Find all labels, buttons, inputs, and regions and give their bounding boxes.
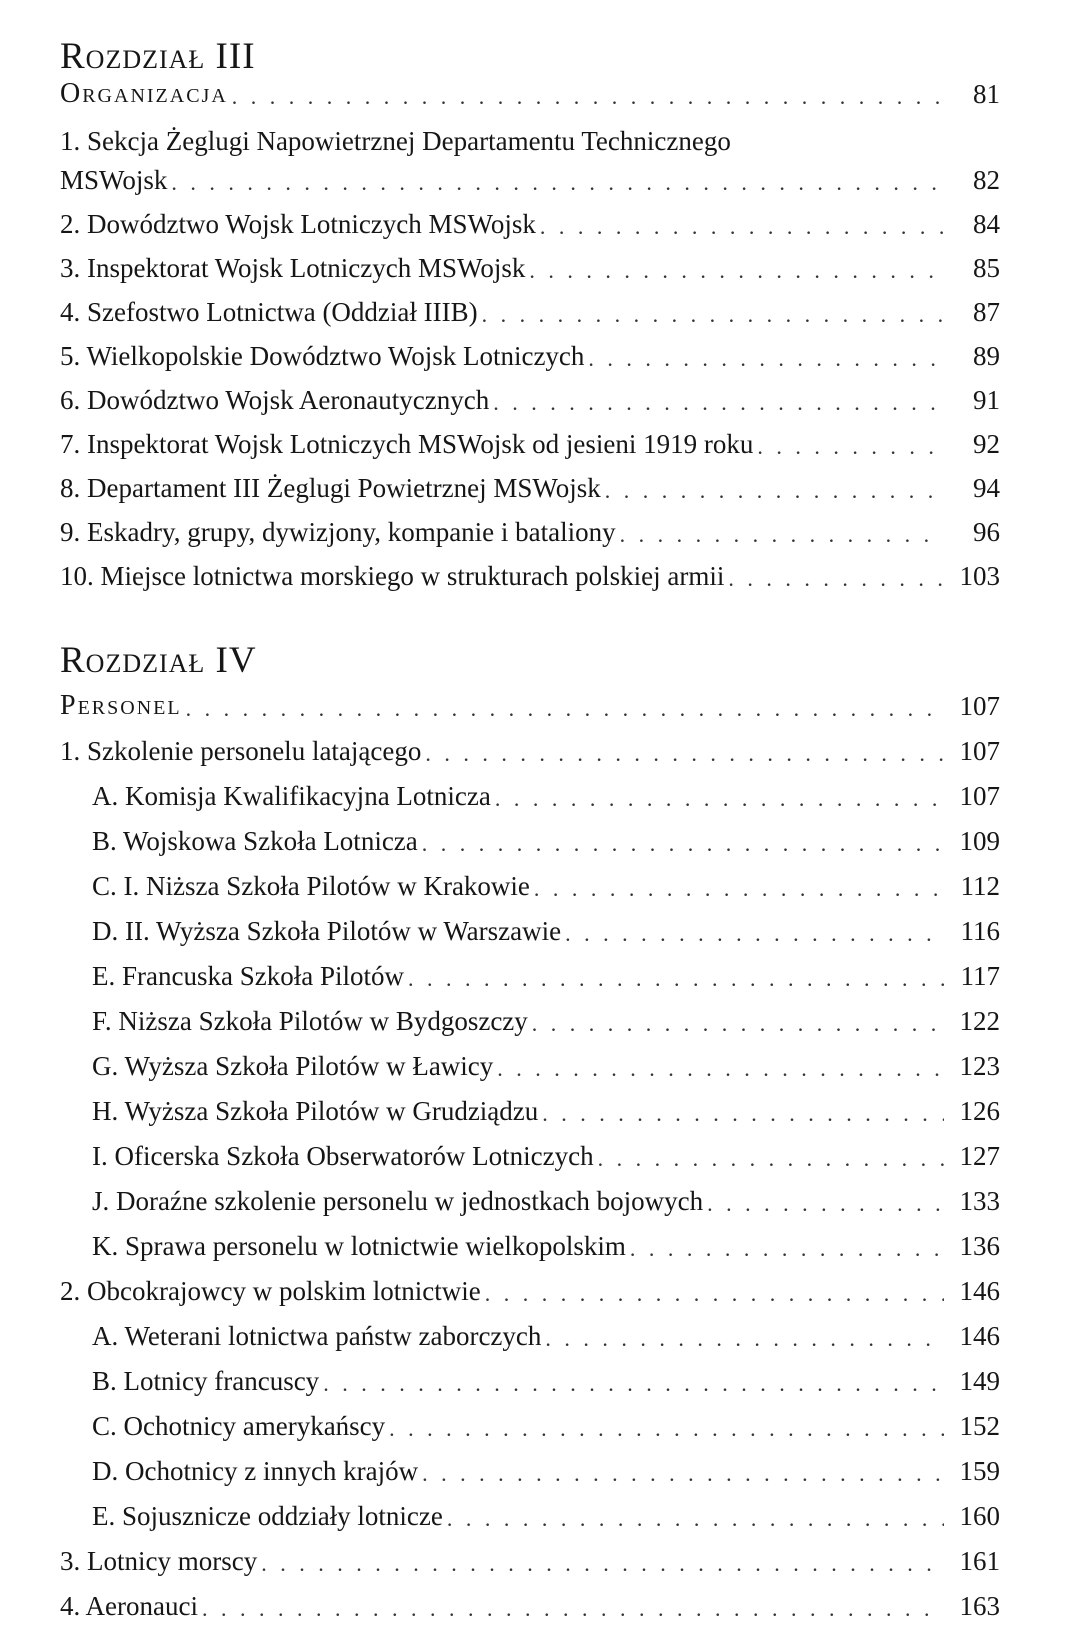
toc-entry: [92, 956, 1000, 990]
toc-entry: [92, 1136, 1000, 1170]
toc-entry-title: I. Oficerska Szkoła Obserwatorów Lotniczych: [92, 1141, 594, 1171]
toc-entry-title: 9. Eskadry, grupy, dywizjony, kompanie i bataliony: [60, 517, 616, 547]
toc-entry-title: K. Sprawa personelu w lotnictwie wielkopolskim: [92, 1231, 626, 1261]
dot-leader: [485, 1283, 944, 1305]
toc-entry: [60, 468, 1000, 502]
toc-entry: [92, 1361, 1000, 1395]
chapter-label: Rozdział III: [60, 36, 256, 77]
page-number: 91: [973, 385, 1000, 415]
toc-entry-title: H. Wyższa Szkoła Pilotów w Grudziądzu: [92, 1096, 539, 1126]
dot-leader: [545, 1328, 944, 1350]
dot-leader: [757, 436, 944, 458]
toc-entry-title: 4. Szefostwo Lotnictwa (Oddział IIIB): [60, 297, 478, 327]
page-number: 107: [959, 691, 1000, 721]
toc-entry: [60, 1541, 1000, 1575]
toc-entry: [60, 1586, 1000, 1620]
toc-entry: [60, 512, 1000, 546]
toc-entry: [60, 556, 1000, 590]
toc-entry-title: D. Ochotnicy z innych krajów: [92, 1456, 419, 1486]
dot-leader: [540, 216, 944, 238]
toc-entry: [60, 160, 1000, 194]
toc-entry-title: 10. Miejsce lotnictwa morskiego w strukturach polskiej armii: [60, 561, 725, 591]
toc-entry: [92, 1496, 1000, 1530]
page-number: 160: [959, 1501, 1000, 1531]
dot-leader: [202, 1598, 944, 1620]
toc-entry-title: A. Komisja Kwalifikacyjna Lotnicza: [92, 781, 491, 811]
toc-heading-row: [60, 74, 1000, 108]
toc-entry: [60, 731, 1000, 765]
toc-entry: [60, 380, 1000, 414]
toc-entry: [92, 1451, 1000, 1485]
toc-entry: [60, 336, 1000, 370]
toc-entry-title: 7. Inspektorat Wojsk Lotniczych MSWojsk od jesieni 1919 roku: [60, 429, 754, 459]
page-number: 94: [973, 473, 1000, 503]
dot-leader: [620, 524, 944, 546]
toc-entry-title: A. Weterani lotnictwa państw zaborczych: [92, 1321, 542, 1351]
toc-entry-title: E. Sojusznicze oddziały lotnicze: [92, 1501, 443, 1531]
section-heading: Personel: [60, 690, 182, 721]
page-number: 133: [959, 1186, 1000, 1216]
toc-entry-title: C. Ochotnicy amerykańscy: [92, 1411, 386, 1441]
dot-leader: [408, 968, 944, 990]
toc-entry-title: F. Niższa Szkoła Pilotów w Bydgoszczy: [92, 1006, 528, 1036]
dot-leader: [542, 1103, 944, 1125]
page-number: 127: [959, 1141, 1000, 1171]
toc-entry: [92, 1316, 1000, 1350]
toc-entry-title: 1. Szkolenie personelu latającego: [60, 736, 422, 766]
toc-entry-title: 4. Aeronauci: [60, 1591, 198, 1621]
toc-entry-title: 8. Departament III Żeglugi Powietrznej MSWojsk: [60, 473, 601, 503]
page-number: 116: [960, 916, 1000, 946]
page-number: 82: [973, 165, 1000, 195]
page-number: 123: [959, 1051, 1000, 1081]
toc-entry-title: B. Wojskowa Szkoła Lotnicza: [92, 826, 418, 856]
section-heading: Organizacja: [60, 78, 228, 109]
page-number: 146: [959, 1321, 1000, 1351]
toc-entry-title: 6. Dowództwo Wojsk Aeronautycznych: [60, 385, 490, 415]
toc-entry-title: C. I. Niższa Szkoła Pilotów w Krakowie: [92, 871, 530, 901]
page-number: 117: [960, 961, 1000, 991]
toc-entry-title: B. Lotnicy francuscy: [92, 1366, 320, 1396]
page-number: 152: [959, 1411, 1000, 1441]
dot-leader: [493, 392, 944, 414]
page-number: 85: [973, 253, 1000, 283]
dot-leader: [261, 1553, 944, 1575]
page-number: 109: [959, 826, 1000, 856]
toc-heading-row: [60, 686, 1000, 720]
toc-entry-title: D. II. Wyższa Szkoła Pilotów w Warszawie: [92, 916, 562, 946]
toc-entry-title: 3. Lotnicy morscy: [60, 1546, 258, 1576]
page-number: 87: [973, 297, 1000, 327]
toc-entry-title: E. Francuska Szkoła Pilotów: [92, 961, 404, 991]
toc-entry: [92, 1181, 1000, 1215]
toc-entry: [92, 776, 1000, 810]
dot-leader: [495, 788, 944, 810]
page-number: 159: [959, 1456, 1000, 1486]
toc-entry-title: MSWojsk: [60, 165, 168, 195]
toc-entry: [92, 821, 1000, 855]
toc-entry: [60, 204, 1000, 238]
page-number: 92: [973, 429, 1000, 459]
toc-entry: [92, 1406, 1000, 1440]
chapter-label: Rozdział IV: [60, 640, 257, 681]
toc-entry: [60, 424, 1000, 458]
page-number: 103: [959, 561, 1000, 591]
toc-entry-title-line1: 1. Sekcja Żeglugi Napowietrznej Departamentu Technicznego: [60, 126, 731, 156]
toc-entry-title: 2. Dowództwo Wojsk Lotniczych MSWojsk: [60, 209, 536, 239]
dot-leader: [588, 348, 944, 370]
dot-leader: [728, 568, 944, 590]
toc-entry-title: 5. Wielkopolskie Dowództwo Wojsk Lotniczych: [60, 341, 585, 371]
toc-entry: [60, 292, 1000, 326]
dot-leader: [529, 260, 944, 282]
dot-leader: [707, 1193, 944, 1215]
toc-entry: [92, 866, 1000, 900]
dot-leader: [565, 923, 944, 945]
page-number: 161: [959, 1546, 1000, 1576]
page-number: 163: [959, 1591, 1000, 1621]
toc-entry-title: 2. Obcokrajowcy w polskim lotnictwie: [60, 1276, 481, 1306]
dot-leader: [534, 878, 944, 900]
dot-leader: [497, 1058, 944, 1080]
dot-leader: [482, 304, 944, 326]
dot-leader: [532, 1013, 944, 1035]
toc-entry: [92, 1226, 1000, 1260]
dot-leader: [422, 1463, 944, 1485]
dot-leader: [630, 1238, 944, 1260]
toc-entry-title: J. Doraźne szkolenie personelu w jednostkach bojowych: [92, 1186, 704, 1216]
dot-leader: [605, 480, 944, 502]
toc-entry: [92, 1046, 1000, 1080]
toc-entry-title: 3. Inspektorat Wojsk Lotniczych MSWojsk: [60, 253, 526, 283]
dot-leader: [425, 743, 944, 765]
page-number: 149: [959, 1366, 1000, 1396]
page-number: 146: [959, 1276, 1000, 1306]
page-number: 107: [959, 736, 1000, 766]
toc-entry: [92, 1091, 1000, 1125]
dot-leader: [422, 833, 944, 855]
page-number: 136: [959, 1231, 1000, 1261]
toc-entry: [92, 911, 1000, 945]
page-number: 96: [973, 517, 1000, 547]
page-number: 84: [973, 209, 1000, 239]
page-number: 122: [959, 1006, 1000, 1036]
page-number: 81: [973, 79, 1000, 109]
dot-leader: [389, 1418, 944, 1440]
toc-entry: [92, 1001, 1000, 1035]
toc-entry: [60, 1271, 1000, 1305]
dot-leader: [323, 1373, 944, 1395]
dot-leader: [447, 1508, 944, 1530]
dot-leader: [171, 172, 944, 194]
page-number: 107: [959, 781, 1000, 811]
page-number: 112: [960, 871, 1000, 901]
page-number: 89: [973, 341, 1000, 371]
toc-entry-title: G. Wyższa Szkoła Pilotów w Ławicy: [92, 1051, 494, 1081]
dot-leader: [598, 1148, 944, 1170]
dot-leader: [186, 698, 944, 720]
page-number: 126: [959, 1096, 1000, 1126]
dot-leader: [232, 86, 944, 108]
toc-entry: [60, 248, 1000, 282]
